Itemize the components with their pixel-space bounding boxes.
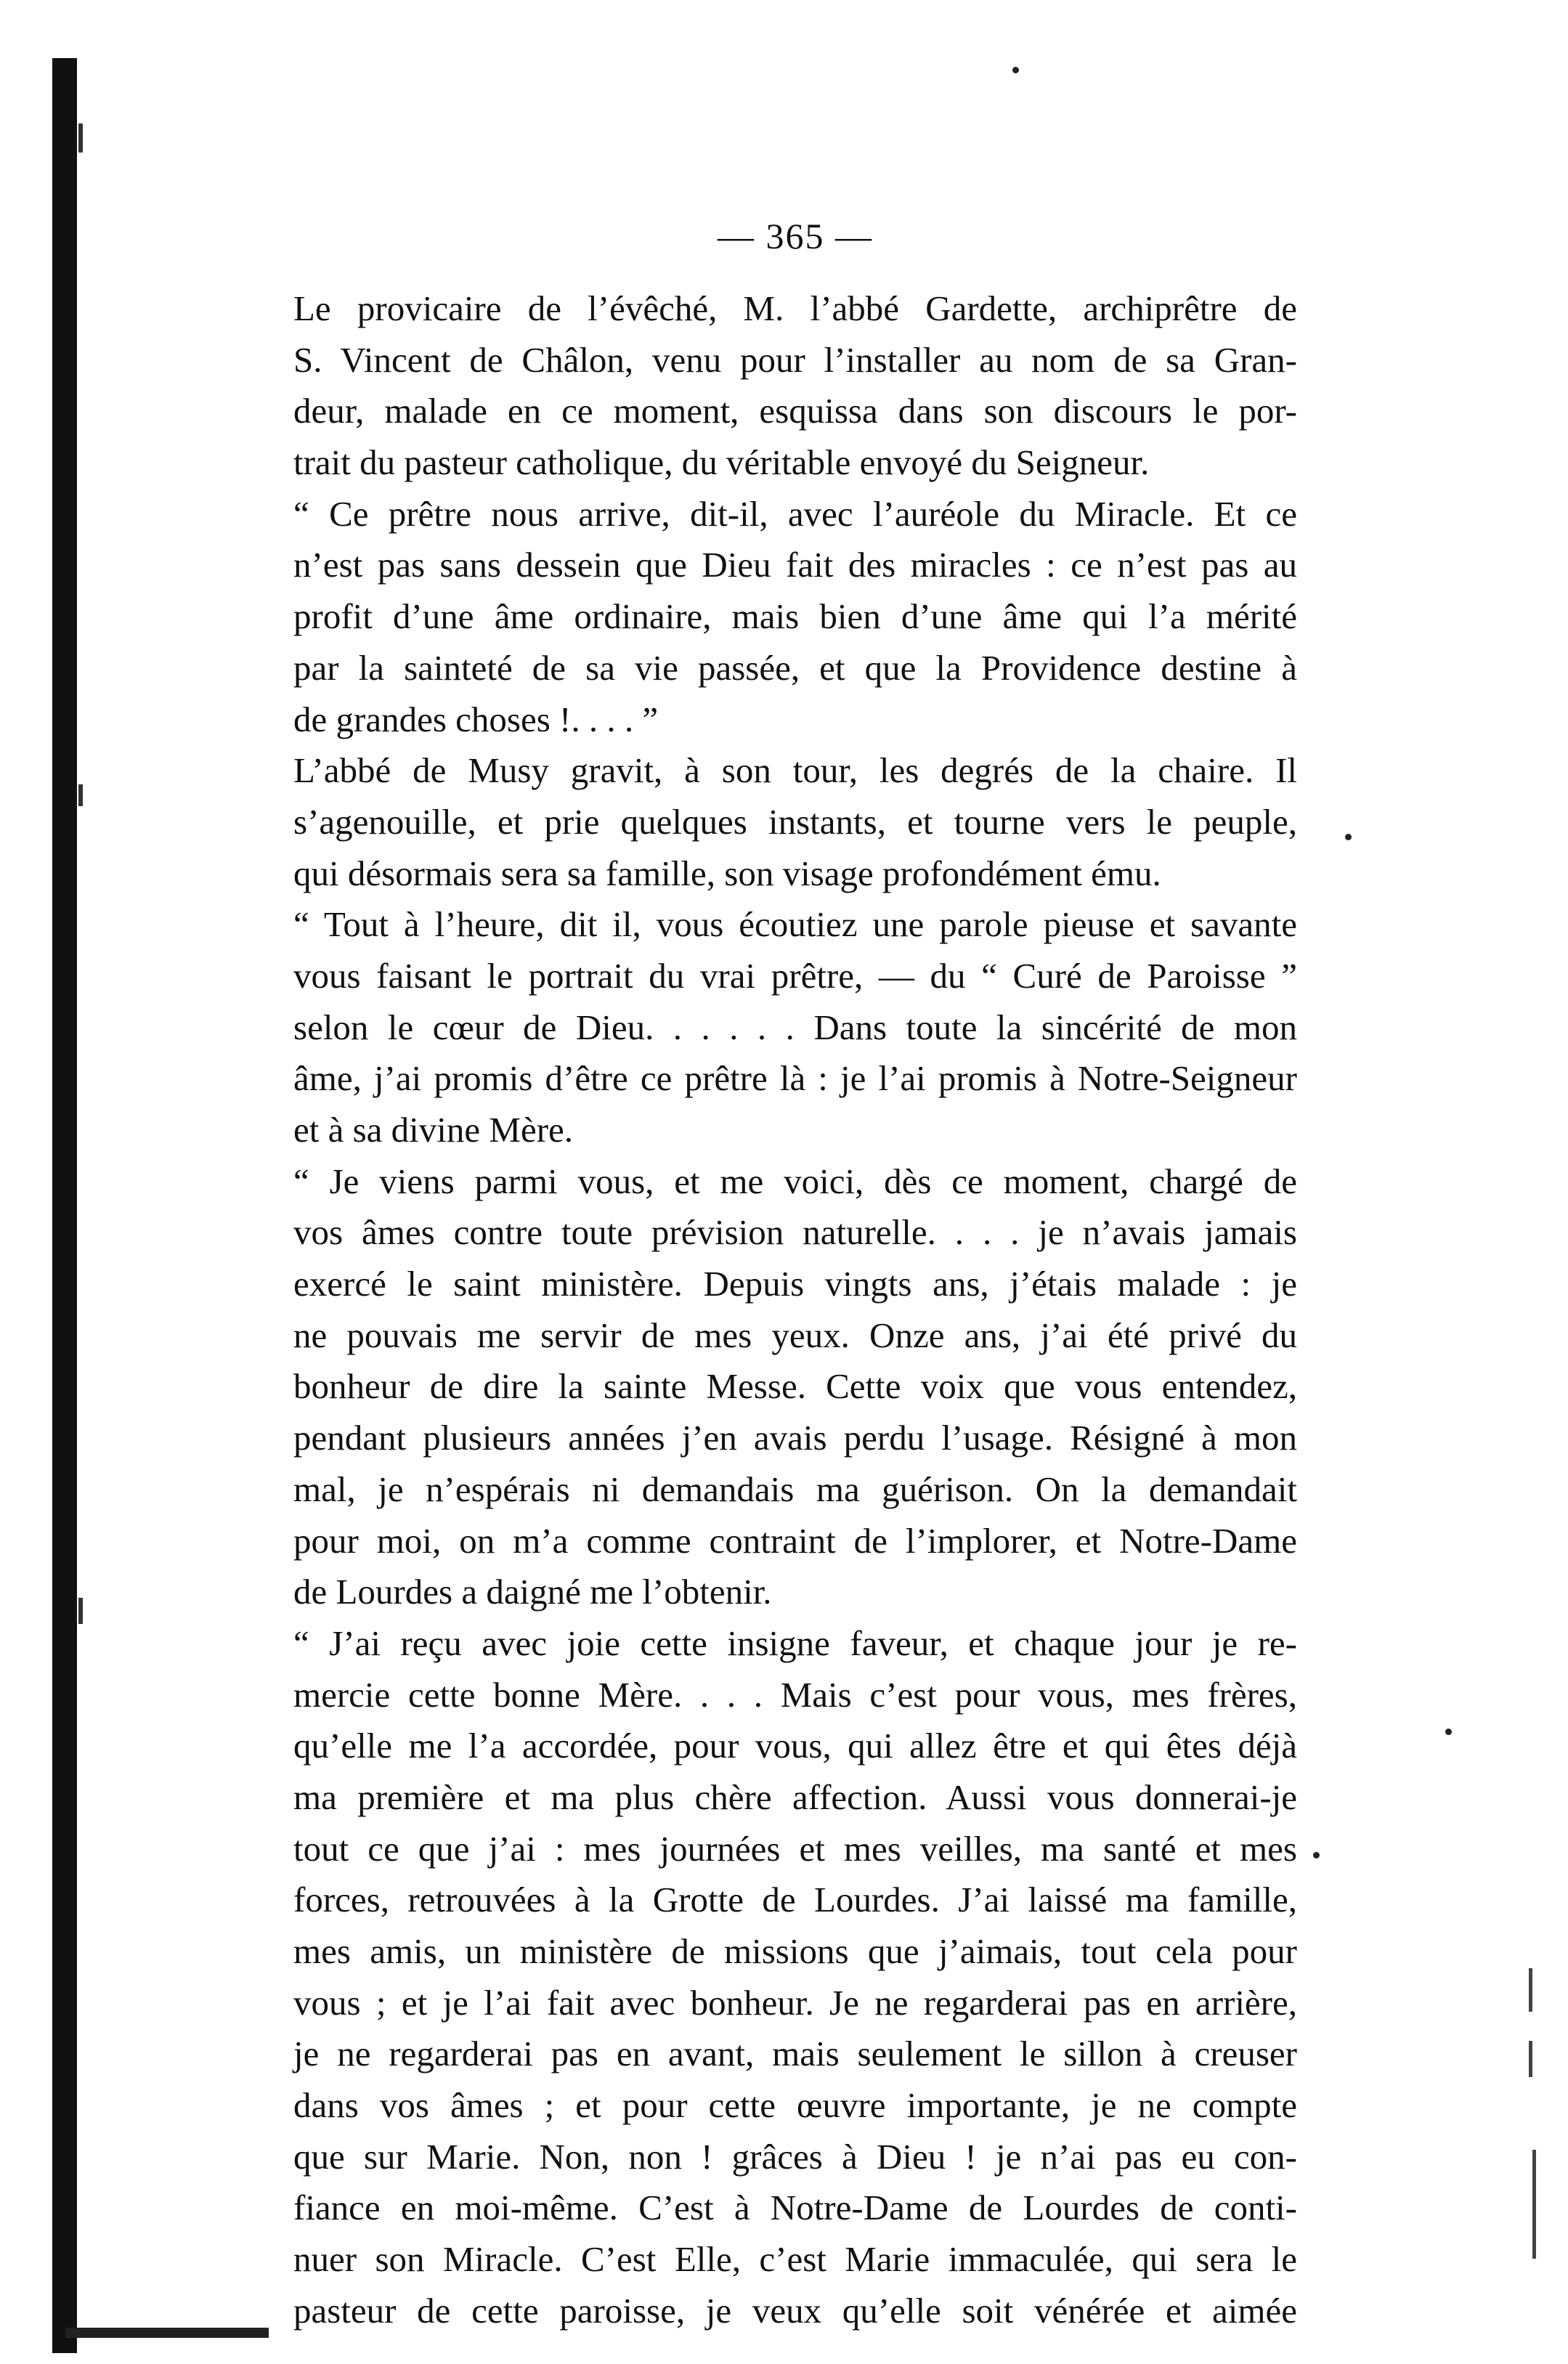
binding-fleck — [78, 1598, 83, 1624]
scan-speck — [1012, 67, 1019, 73]
text-line: pour moi, on m’a comme contraint de l’implorer, et Notre-Dame — [293, 1520, 1297, 1561]
binding-fleck — [78, 784, 83, 806]
text-line: exercé le saint ministère. Depuis vingts ans, j’étais malade : je — [293, 1264, 1297, 1304]
text-line: mal, je n’espérais ni demandais ma guérison. On la demandait — [293, 1469, 1297, 1509]
text-line: bonheur de dire la sainte Messe. Cette voix que vous entendez, — [293, 1366, 1297, 1407]
paragraph — [293, 745, 1297, 899]
text-line: ne pouvais me servir de mes yeux. Onze ans, j’ai été privé du — [293, 1315, 1297, 1355]
paragraph — [293, 899, 1297, 1155]
text-line: mes amis, un ministère de missions que j’aimais, tout cela pour — [293, 1931, 1297, 1971]
text-line: par la sainteté de sa vie passée, et que la Providence destine à — [293, 647, 1297, 688]
paragraph — [293, 1156, 1297, 1618]
text-line: s’agenouille, et prie quelques instants, et tourne vers le peuple, — [293, 801, 1297, 842]
text-line: S. Vincent de Châlon, venu pour l’installer au nom de sa Gran- — [293, 339, 1297, 380]
text-line: de grandes choses !. . . . ” — [293, 699, 659, 739]
margin-scan-mark — [1529, 1968, 1532, 2012]
binding-fleck — [78, 123, 83, 153]
text-line: trait du pasteur catholique, du véritable envoyé du Seigneur. — [293, 442, 1150, 483]
text-line: que sur Marie. Non, non ! grâces à Dieu ! je n’ai pas eu con- — [293, 2136, 1297, 2177]
book-page — [293, 211, 1297, 2337]
text-line: profit d’une âme ordinaire, mais bien d’une âme qui l’a mérité — [293, 596, 1297, 637]
page-binding-edge — [52, 58, 77, 2353]
text-line: n’est pas sans dessein que Dieu fait des miracles : ce n’est pas au — [293, 545, 1297, 585]
text-line: L’abbé de Musy gravit, à son tour, les degrés de la chaire. Il — [293, 750, 1297, 791]
text-line: qu’elle me l’a accordée, pour vous, qui allez être et qui êtes déjà — [293, 1726, 1297, 1766]
paragraph — [293, 489, 1297, 745]
text-line: “ Tout à l’heure, dit il, vous écoutiez une parole pieuse et savante — [293, 904, 1297, 945]
text-line: dans vos âmes ; et pour cette œuvre importante, je ne compte — [293, 2085, 1297, 2126]
text-line: nuer son Miracle. C’est Elle, c’est Marie immaculée, qui sera le — [293, 2239, 1297, 2280]
page-binding-foot — [65, 2328, 269, 2338]
page-number: — 365 — — [718, 216, 873, 256]
text-line: de Lourdes a daigné me l’obtenir. — [293, 1572, 772, 1612]
text-line: “ Ce prêtre nous arrive, dit-il, avec l’auréole du Miracle. Et ce — [293, 493, 1297, 534]
text-line: deur, malade en ce moment, esquissa dans son discours le por- — [293, 391, 1297, 431]
margin-scan-mark — [1532, 2150, 1536, 2259]
scan-speck — [1313, 1852, 1320, 1859]
text-line: Le provicaire de l’évêché, M. l’abbé Gardette, archiprêtre de — [293, 288, 1297, 328]
text-line: vos âmes contre toute prévision naturelle. . . . je n’avais jamais — [293, 1212, 1297, 1253]
scan-speck — [1345, 834, 1352, 840]
page-body-text — [293, 283, 1297, 2337]
text-line: je ne regarderai pas en avant, mais seulement le sillon à creuser — [293, 2034, 1297, 2074]
paragraph — [293, 283, 1297, 489]
scan-speck — [1445, 1729, 1452, 1735]
text-line: mercie cette bonne Mère. . . . Mais c’est pour vous, mes frères, — [293, 1674, 1297, 1715]
paragraph — [293, 1618, 1297, 2337]
text-line: âme, j’ai promis d’être ce prêtre là : je l’ai promis à Notre-Seigneur — [293, 1058, 1297, 1099]
text-line: forces, retrouvées à la Grotte de Lourdes. J’ai laissé ma famille, — [293, 1880, 1297, 1920]
text-line: ma première et ma plus chère affection. Aussi vous donnerai-je — [293, 1776, 1297, 1817]
text-line: “ J’ai reçu avec joie cette insigne faveur, et chaque jour je re- — [293, 1622, 1297, 1663]
margin-scan-mark — [1529, 2041, 1532, 2077]
text-line: selon le cœur de Dieu. . . . . . Dans toute la sincérité de mon — [293, 1007, 1297, 1047]
text-line: pasteur de cette paroisse, je veux qu’elle soit vénérée et aimée — [293, 2290, 1297, 2331]
text-line: vous ; et je l’ai fait avec bonheur. Je ne regarderai pas en arrière, — [293, 1982, 1297, 2023]
text-line: “ Je viens parmi vous, et me voici, dès ce moment, chargé de — [293, 1161, 1297, 1201]
text-line: tout ce que j’ai : mes journées et mes veilles, ma santé et mes — [293, 1828, 1297, 1869]
text-line: qui désormais sera sa famille, son visage profondément ému. — [293, 853, 1161, 893]
text-line: fiance en moi-même. C’est à Notre-Dame de Lourdes de conti- — [293, 2188, 1297, 2228]
text-line: vous faisant le portrait du vrai prêtre, — du “ Curé de Paroisse ” — [293, 955, 1297, 996]
text-line: et à sa divine Mère. — [293, 1110, 574, 1150]
text-line: pendant plusieurs années j’en avais perdu l’usage. Résigné à mon — [293, 1418, 1297, 1458]
